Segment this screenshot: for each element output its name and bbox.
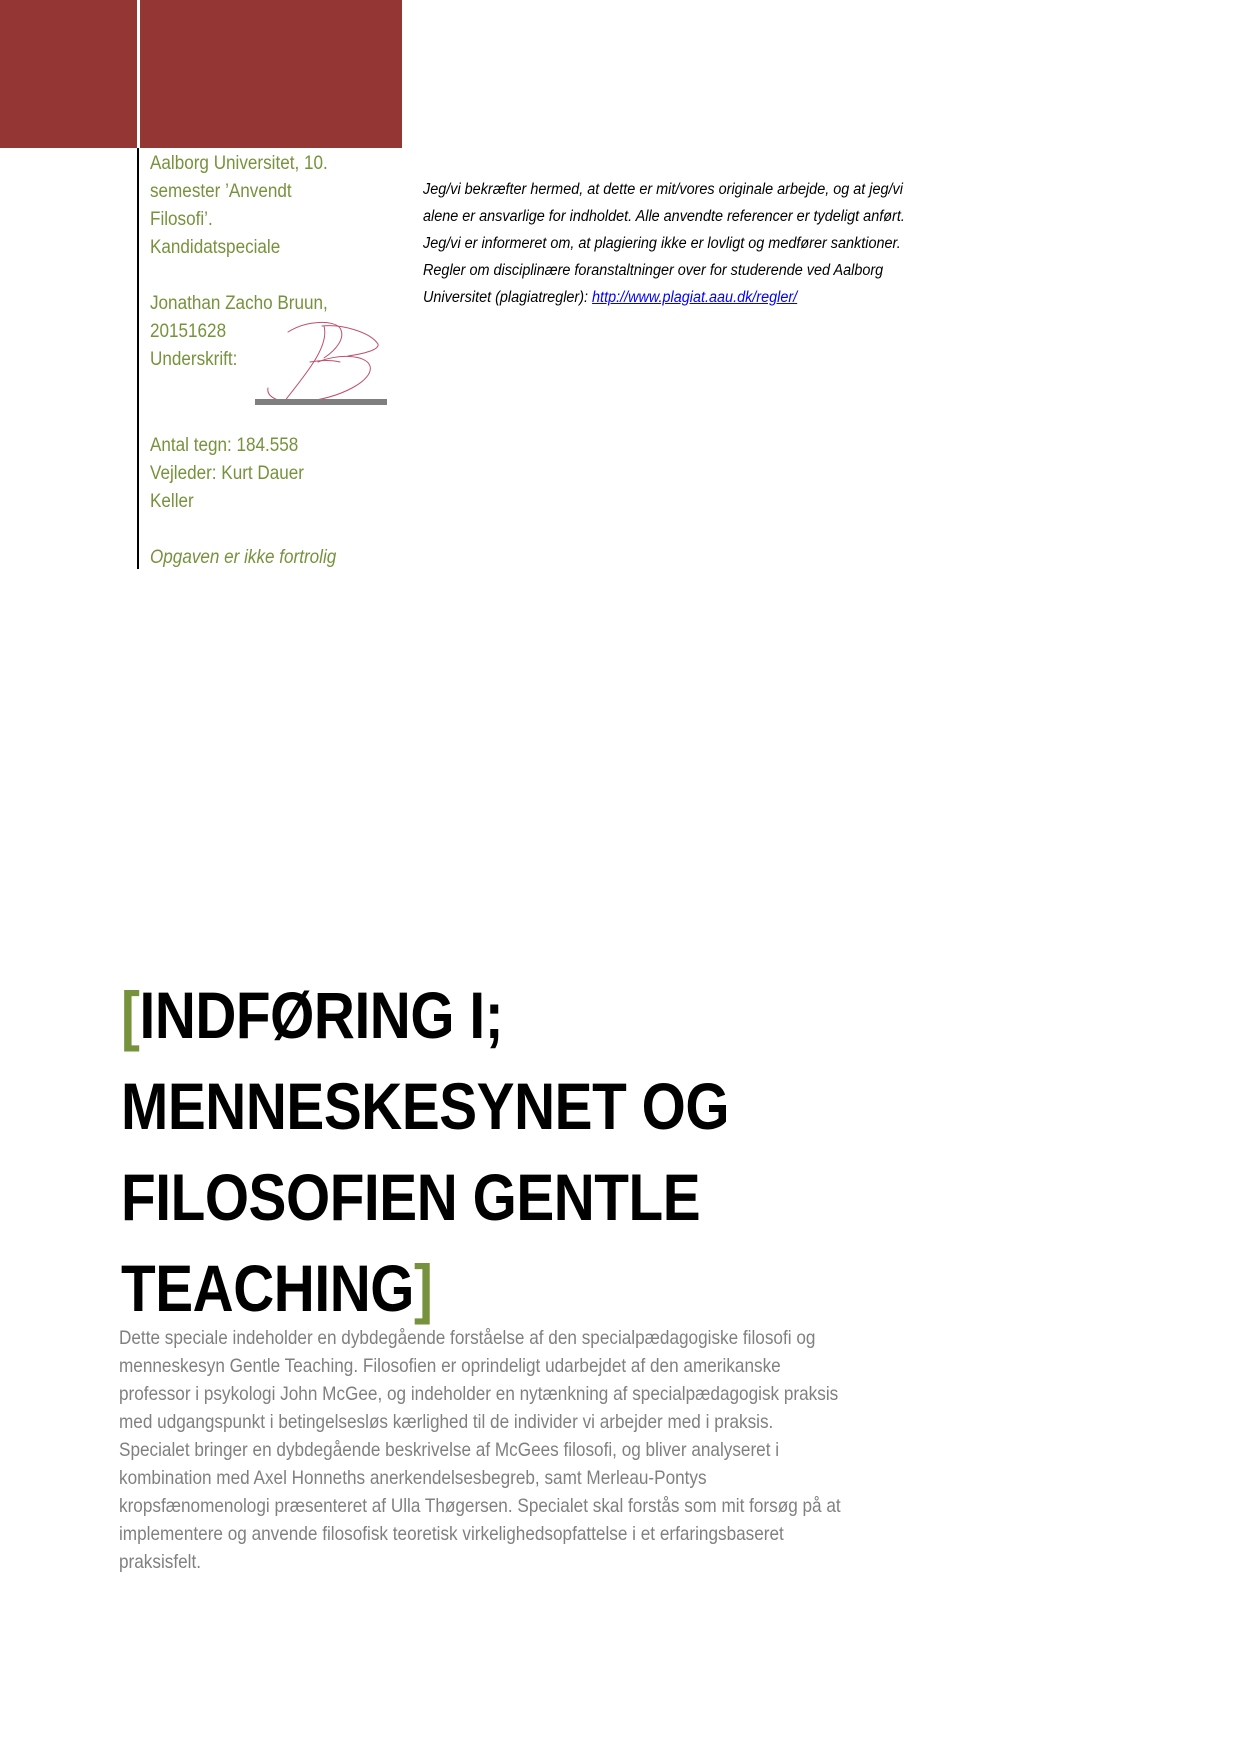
author-name: Jonathan Zacho Bruun, [150, 293, 328, 314]
declaration-line: Regler om disciplinære foranstaltninger over for studerende ved Aalborg [423, 262, 884, 279]
abstract-line: professor i psykologi John McGee, og indeholder en nytænkning af specialpædagogisk praksis [119, 1383, 839, 1405]
declaration-line-with-link [423, 284, 797, 311]
declaration-line: Universitet (plagiatregler): [423, 289, 593, 306]
title-text: TEACHING [121, 1251, 414, 1325]
title-open-bracket: [ [121, 978, 140, 1052]
plagiarism-rules-link[interactable]: http://www.plagiat.aau.dk/regler/ [592, 289, 798, 306]
character-count: Antal tegn: 184.558 [150, 435, 299, 456]
title-close-bracket: ] [413, 1251, 433, 1325]
abstract-line: Specialet bringer en dybdegående beskrivelse af McGees filosofi, og bliver analyseret i [119, 1439, 780, 1461]
signature-label: Underskrift: [150, 349, 238, 370]
signature-underline [255, 399, 387, 405]
thesis-type: Kandidatspeciale [150, 237, 281, 258]
abstract-line: med udgangspunkt i betingelsesløs kærlighed til de individer vi arbejder med i praksis. [119, 1411, 774, 1433]
confidentiality-note: Opgaven er ikke fortrolig [150, 547, 337, 568]
abstract-line: menneskesyn Gentle Teaching. Filosofien er oprindeligt udarbejdet af den amerikanske [119, 1355, 781, 1377]
header-color-block-left [0, 0, 137, 148]
abstract-line: praksisfelt. [119, 1551, 202, 1573]
program-line: Filosofi’. [150, 209, 213, 230]
semester-line: semester ’Anvendt [150, 181, 292, 202]
abstract-line: implementere og anvende filosofisk teoretisk virkelighedsopfattelse i et erfaringsbaseret [119, 1523, 784, 1545]
title-line-4 [121, 1243, 432, 1334]
university-line: Aalborg Universitet, 10. [150, 153, 328, 174]
declaration-line: alene er ansvarlige for indholdet. Alle anvendte referencer er tydeligt anført. [423, 208, 905, 225]
title-text: INDFØRING I; [139, 978, 504, 1052]
declaration-line: Jeg/vi er informeret om, at plagiering ikke er lovligt og medfører sanktioner. [423, 235, 901, 252]
title-line-3: FILOSOFIEN GENTLE [121, 1160, 701, 1234]
supervisor-line: Vejleder: Kurt Dauer [150, 463, 304, 484]
title-line-2: MENNESKESYNET OG [121, 1069, 730, 1143]
abstract-line: kropsfænomenologi præsenteret af Ulla Thøgersen. Specialet skal forstås som mit forsøg på at [119, 1495, 841, 1517]
supervisor-line-cont: Keller [150, 491, 194, 512]
abstract-line: kombination med Axel Honneths anerkendelsesbegreb, samt Merleau-Pontys [119, 1467, 707, 1489]
sidebar-vertical-rule [137, 148, 139, 569]
handwritten-signature-icon [262, 318, 386, 408]
title-line-1 [121, 970, 503, 1061]
student-number: 20151628 [150, 321, 227, 342]
abstract-line: Dette speciale indeholder en dybdegående forståelse af den specialpædagogiske filosofi og [119, 1327, 816, 1349]
header-color-block-right [140, 0, 402, 148]
declaration-line: Jeg/vi bekræfter hermed, at dette er mit/vores originale arbejde, og at jeg/vi [423, 181, 903, 198]
